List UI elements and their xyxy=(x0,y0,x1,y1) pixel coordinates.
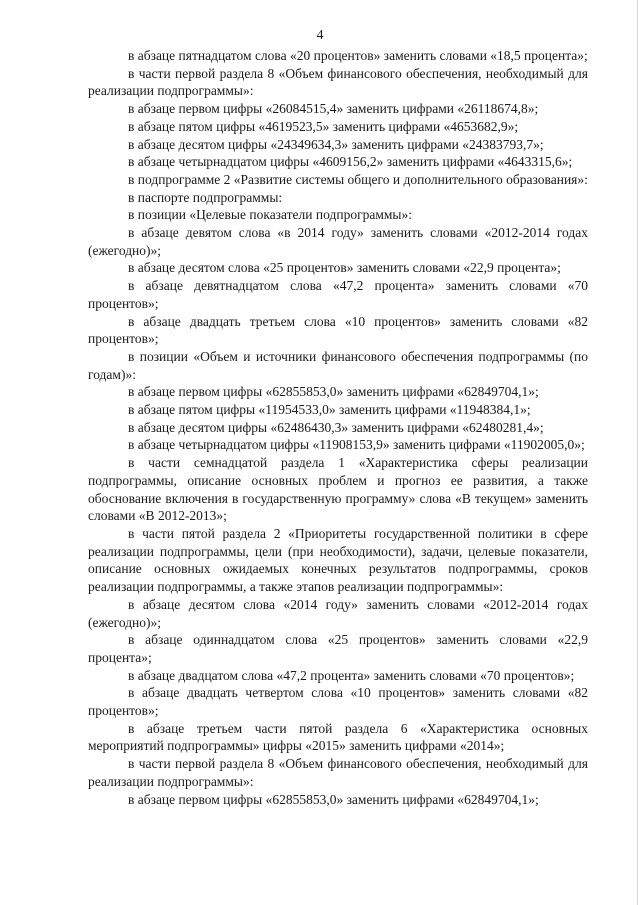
paragraph: в абзаце двадцать четвертом слова «10 процентов» заменить словами «82 процентов»; xyxy=(88,685,588,719)
paragraph: в абзаце пятом цифры «11954533,0» заменить цифрами «11948384,1»; xyxy=(128,402,531,418)
paragraph: в части семнадцатой раздела 1 «Характеристика сферы реализации подпрограммы, описание основных проблем и прогноз ее развития, а также обоснование включения в государственную программу» слова «В текущем» заменить словами «В 2012-2013»; xyxy=(88,455,588,524)
paragraph: в абзаце десятом слова «25 процентов» заменить словами «22,9 процента»; xyxy=(128,260,561,276)
paragraph: в абзаце одиннадцатом слова «25 процентов» заменить словами «22,9 процента»; xyxy=(88,632,588,665)
paragraph: в абзаце девятнадцатом слова «47,2 процента» заменить словами «70 процентов»; xyxy=(88,278,588,311)
paragraph: в абзаце пятнадцатом слова «20 процентов» заменить словами «18,5 процента»; xyxy=(128,48,588,63)
paragraph: в части пятой раздела 2 «Приоритеты государственной политики в сфере реализации подпрограммы, цели (при необходимости), задачи, целевые показатели, описание основных ожидаемых конечных результатов подпрограммы, сроков реализации подпрограммы, а также этапов реализации подпрограммы»: xyxy=(88,525,588,595)
paragraph: в абзаце десятом цифры «24349634,3» заменить цифрами «24383793,7»; xyxy=(128,136,544,152)
paragraph: в абзаце третьем части пятой раздела 6 «Характеристика основных мероприятий подпрограммы» цифры «2015» заменить цифрами «2014»; xyxy=(88,720,588,754)
page-edge-line xyxy=(637,0,638,905)
paragraph: в части первой раздела 8 «Объем финансового обеспечения, необходимый для реализации подпрограммы»: xyxy=(88,756,588,789)
page-number: 4 xyxy=(316,28,324,43)
document-body xyxy=(88,47,588,808)
paragraph: в абзаце десятом цифры «62486430,3» заменить цифрами «62480281,4»; xyxy=(128,419,544,435)
paragraph: в абзаце десятом слова «2014 году» заменить словами «2012-2014 годах (ежегодно)»; xyxy=(88,596,588,630)
paragraph: в абзаце четырнадцатом цифры «4609156,2» заменить цифрами «4643315,6»; xyxy=(128,154,573,170)
paragraph: в абзаце двадцать третьем слова «10 процентов» заменить словами «82 процентов»; xyxy=(88,313,588,347)
paragraph: в абзаце двадцатом слова «47,2 процента» заменить словами «70 процентов»; xyxy=(128,667,575,683)
paragraph: в позиции «Объем и источники финансового обеспечения подпрограммы (по годам)»: xyxy=(88,348,588,382)
paragraph: в абзаце первом цифры «62855853,0» заменить цифрами «62849704,1»; xyxy=(128,791,539,807)
paragraph: в подпрограмме 2 «Развитие системы общего и дополнительного образования»: xyxy=(128,171,588,187)
paragraph: в абзаце девятом слова «в 2014 году» заменить словами «2012-2014 годах (ежегодно)»; xyxy=(88,225,588,258)
paragraph: в абзаце первом цифры «62855853,0» заменить цифрами «62849704,1»; xyxy=(128,384,539,400)
paragraph: в абзаце пятом цифры «4619523,5» заменить цифрами «4653682,9»; xyxy=(128,118,519,134)
paragraph: в абзаце четырнадцатом цифры «11908153,9» заменить цифрами «11902005,0»; xyxy=(128,437,585,453)
paragraph: в позиции «Целевые показатели подпрограммы»: xyxy=(128,207,413,223)
paragraph: в абзаце первом цифры «26084515,4» заменить цифрами «26118674,8»; xyxy=(128,101,539,117)
paragraph: в паспорте подпрограммы: xyxy=(128,189,283,205)
paragraph: в части первой раздела 8 «Объем финансового обеспечения, необходимый для реализации подпрограммы»: xyxy=(88,65,588,99)
